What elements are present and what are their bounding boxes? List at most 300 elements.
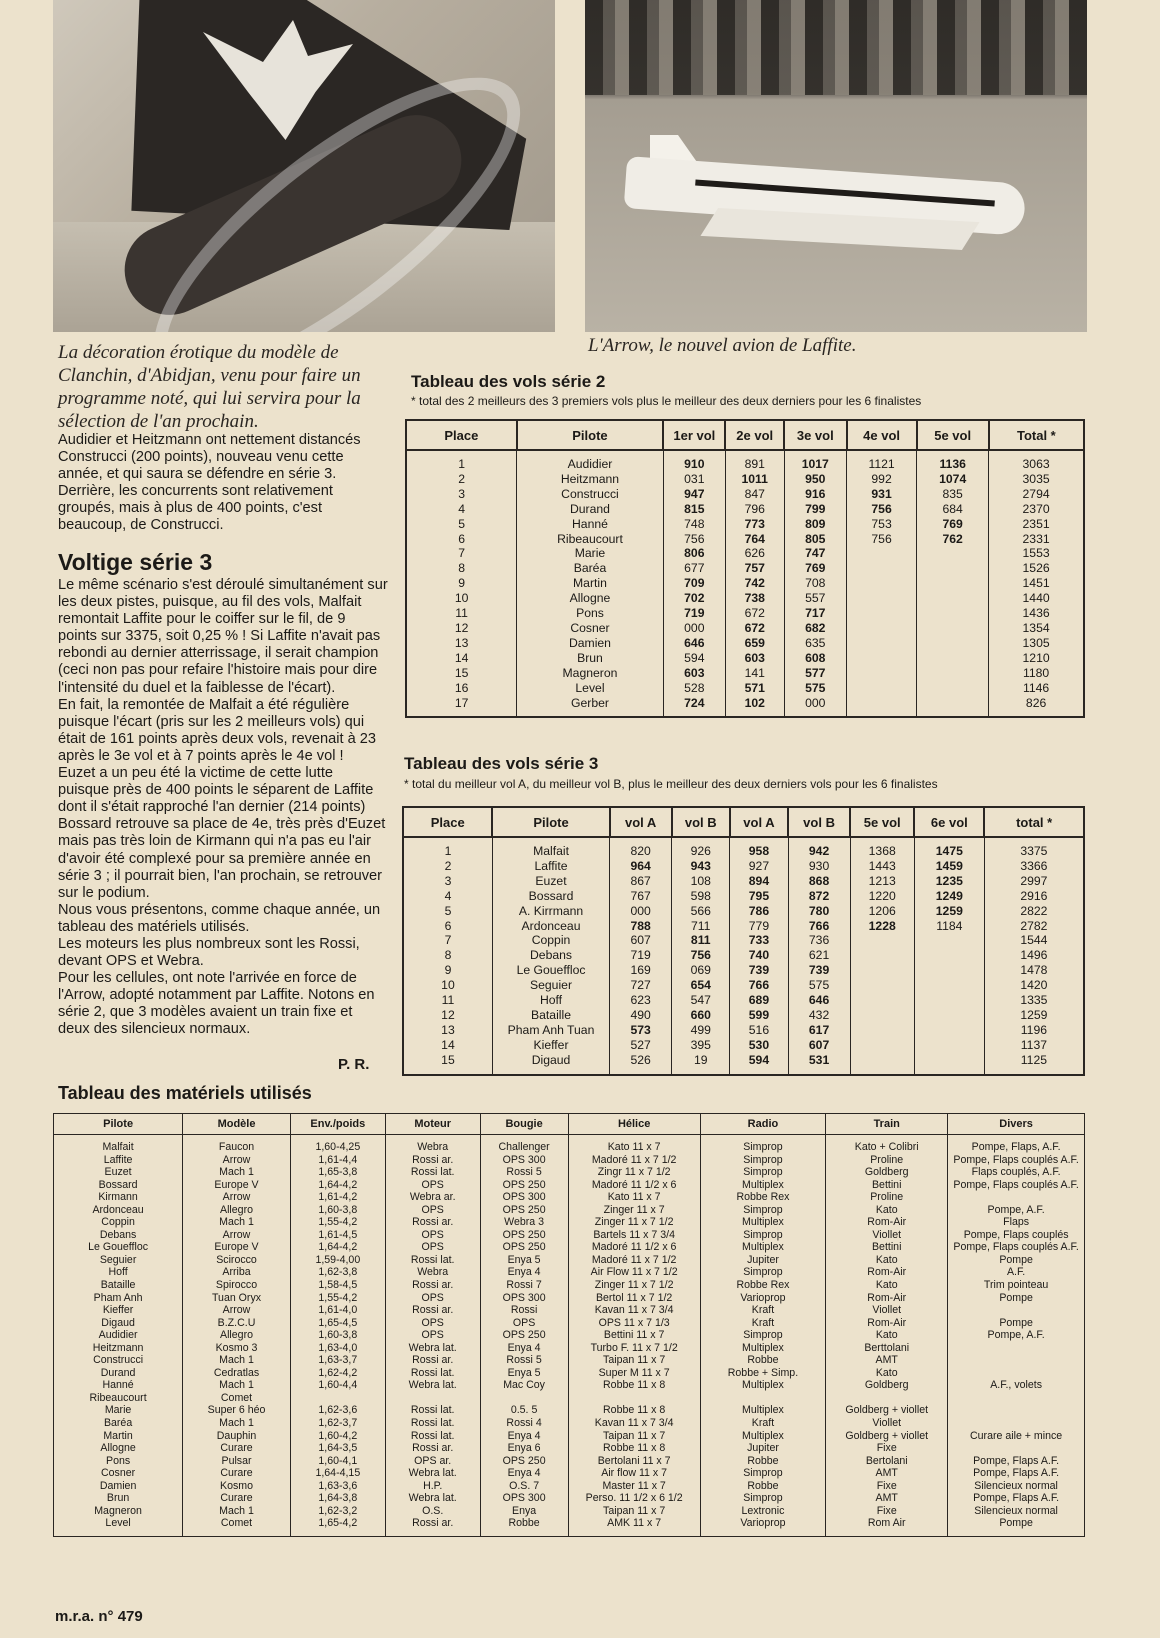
table-title: Tableau des vols série 3: [404, 754, 599, 773]
table-row: [406, 651, 1084, 666]
table-row: [403, 919, 1084, 934]
table-cell: Europe V: [183, 1241, 291, 1254]
table-cell: 000: [784, 696, 846, 718]
article-text: Audidier et Heitzmann ont nettement distancés Construcci (200 points), nouveau venu cette année, et qui saura se défendre en série 3. Derrière, les concurrents sont relativement groupés, mais à plus de 400 points, c'est beaucoup, de Construcci.: [58, 432, 361, 534]
table-cell: 815: [663, 502, 725, 517]
table-row: [403, 933, 1084, 948]
table-cell: Pons: [54, 1455, 183, 1468]
table-cell: Goldberg: [826, 1379, 948, 1392]
table-cell: [917, 681, 989, 696]
table-cell: Rom Air: [826, 1517, 948, 1536]
table-row: [54, 1135, 1085, 1154]
table-cell: Curare aile + mince: [948, 1430, 1085, 1443]
table-cell: Goldberg: [826, 1166, 948, 1179]
table-cell: Pompe, Flaps couplés A.F.: [948, 1241, 1085, 1254]
table-cell: [847, 561, 917, 576]
table-cell: 3035: [989, 472, 1084, 487]
table-cell: 635: [784, 636, 846, 651]
table-row: [54, 1492, 1085, 1505]
table-cell: 719: [663, 606, 725, 621]
table-cell: 17: [406, 696, 517, 718]
column-header: Pilote: [54, 1114, 183, 1135]
table-cell: 835: [917, 487, 989, 502]
table-cell: 573: [610, 1023, 672, 1038]
table-cell: Level: [517, 681, 664, 696]
table-row: [406, 591, 1084, 606]
table-cell: 947: [663, 487, 725, 502]
table-cell: Webra 3: [480, 1216, 568, 1229]
table-cell: 3366: [984, 859, 1084, 874]
table-cell: 1440: [989, 591, 1084, 606]
author-signature: P. R.: [338, 1056, 370, 1073]
table-cell: 809: [784, 517, 846, 532]
table-row: [54, 1480, 1085, 1493]
column-header: 3e vol: [784, 420, 846, 450]
table-cell: 1,64-4,15: [290, 1467, 385, 1480]
table-cell: 748: [663, 517, 725, 532]
table-cell: 1228: [850, 919, 914, 934]
table-cell: Mach 1: [183, 1166, 291, 1179]
table-cell: 7: [406, 546, 517, 561]
table-cell: 607: [788, 1038, 850, 1053]
table-cell: Rossi ar.: [385, 1154, 480, 1167]
table-row: [406, 636, 1084, 651]
table-cell: 1436: [989, 606, 1084, 621]
table-row: [54, 1279, 1085, 1292]
table-cell: Fixe: [826, 1480, 948, 1493]
table-cell: Multiplex: [700, 1179, 826, 1192]
table-cell: OPS 250: [480, 1179, 568, 1192]
table-cell: Enya 4: [480, 1342, 568, 1355]
table-cell: A.F.: [948, 1266, 1085, 1279]
table-row: [406, 621, 1084, 636]
table-cell: AMT: [826, 1492, 948, 1505]
table-cell: 756: [672, 948, 730, 963]
column-header: Env./poids: [290, 1114, 385, 1135]
table-cell: Euzet: [54, 1166, 183, 1179]
table-cell: 1,60-3,8: [290, 1329, 385, 1342]
table-cell: 1305: [989, 636, 1084, 651]
article-text: Pour les cellules, ont note l'arrivée en force de l'Arrow, adopté notamment par Laffite. Notons en série 2, que 3 modèles avaient un train fixe et deux des silencieux normaux.: [58, 970, 375, 1038]
table-cell: Pompe: [948, 1517, 1085, 1536]
table-cell: 806: [663, 546, 725, 561]
table-cell: 1459: [914, 859, 984, 874]
table-cell: 2997: [984, 874, 1084, 889]
table-cell: Multiplex: [700, 1241, 826, 1254]
table-cell: 811: [672, 933, 730, 948]
table-cell: Construcci: [54, 1354, 183, 1367]
table-cell: [948, 1191, 1085, 1204]
table-cell: 931: [847, 487, 917, 502]
table-cell: Multiplex: [700, 1430, 826, 1443]
table-cell: 516: [730, 1023, 788, 1038]
table-cell: 739: [788, 963, 850, 978]
table-cell: Baréa: [517, 561, 664, 576]
table-cell: Webra lat.: [385, 1492, 480, 1505]
table-cell: 766: [730, 978, 788, 993]
table-cell: Taipan 11 x 7: [568, 1505, 700, 1518]
table-cell: 742: [725, 576, 784, 591]
table-row: [406, 561, 1084, 576]
table-cell: Bataille: [492, 1008, 609, 1023]
table-cell: 738: [725, 591, 784, 606]
table-cell: 000: [663, 621, 725, 636]
table-cell: 1544: [984, 933, 1084, 948]
table-cell: 1,61-4,0: [290, 1304, 385, 1317]
table-cell: Turbo F. 11 x 7 1/2: [568, 1342, 700, 1355]
table-cell: 1553: [989, 546, 1084, 561]
results-table-serie3: [402, 806, 1085, 1076]
table-cell: Enya 4: [480, 1467, 568, 1480]
table-cell: Super M 11 x 7: [568, 1367, 700, 1380]
table-cell: 5: [403, 904, 492, 919]
table-cell: 1,61-4,5: [290, 1229, 385, 1242]
table-cell: Heitzmann: [54, 1342, 183, 1355]
table-cell: [917, 591, 989, 606]
table-row: [403, 993, 1084, 1008]
table-cell: 000: [610, 904, 672, 919]
table-cell: Webra: [385, 1266, 480, 1279]
photo-caption-right: L'Arrow, le nouvel avion de Laffite.: [588, 335, 857, 356]
table-cell: 0.5. 5: [480, 1404, 568, 1417]
table-cell: Bettini: [826, 1241, 948, 1254]
table-cell: 1146: [989, 681, 1084, 696]
table-cell: Allegro: [183, 1329, 291, 1342]
table-cell: Allogne: [517, 591, 664, 606]
table-cell: [948, 1304, 1085, 1317]
table-cell: 1,61-4,4: [290, 1154, 385, 1167]
table-cell: Silencieux normal: [948, 1480, 1085, 1493]
table-row: [54, 1216, 1085, 1229]
table-cell: 930: [788, 859, 850, 874]
table-cell: Kato: [826, 1329, 948, 1342]
table-cell: 1220: [850, 889, 914, 904]
table-cell: 2351: [989, 517, 1084, 532]
table-cell: Bartels 11 x 7 3/4: [568, 1229, 700, 1242]
table-cell: Rossi 5: [480, 1354, 568, 1367]
table-cell: Seguier: [492, 978, 609, 993]
table-cell: [914, 948, 984, 963]
table-cell: 108: [672, 874, 730, 889]
table-cell: Rossi ar.: [385, 1216, 480, 1229]
table-cell: 1: [403, 837, 492, 859]
table-cell: 756: [663, 532, 725, 547]
table-note: * total des 2 meilleurs des 3 premiers vols plus le meilleur des deux derniers pour les 6 finalistes: [411, 394, 922, 408]
table-cell: Madoré 11 1/2 x 6: [568, 1241, 700, 1254]
table-cell: [948, 1354, 1085, 1367]
table-cell: 1184: [914, 919, 984, 934]
table-cell: Rossi: [480, 1304, 568, 1317]
table-row: [403, 1008, 1084, 1023]
table-cell: Multiplex: [700, 1342, 826, 1355]
table-cell: [847, 681, 917, 696]
table-row: [403, 1038, 1084, 1053]
table-cell: Proline: [826, 1191, 948, 1204]
table-cell: Zinger 11 x 7 1/2: [568, 1279, 700, 1292]
table-body: [403, 837, 1084, 1075]
table-cell: Kieffer: [54, 1304, 183, 1317]
table-row: [406, 487, 1084, 502]
table-cell: Perso. 11 1/2 x 6 1/2: [568, 1492, 700, 1505]
table-row: [54, 1467, 1085, 1480]
table-cell: Pompe, Flaps A.F.: [948, 1455, 1085, 1468]
table-cell: Trim pointeau: [948, 1279, 1085, 1292]
table-cell: Pompe: [948, 1254, 1085, 1267]
table-cell: B.Z.C.U: [183, 1317, 291, 1330]
table-cell: Simprop: [700, 1467, 826, 1480]
table-cell: 689: [730, 993, 788, 1008]
table-row: [54, 1204, 1085, 1217]
table-cell: Baréa: [54, 1417, 183, 1430]
table-cell: 943: [672, 859, 730, 874]
table-cell: [917, 606, 989, 621]
table-cell: Pons: [517, 606, 664, 621]
table-cell: Pompe, A.F.: [948, 1329, 1085, 1342]
table-cell: 621: [788, 948, 850, 963]
table-cell: 1,64-3,8: [290, 1492, 385, 1505]
table-cell: Audidier: [54, 1329, 183, 1342]
photo-arrow-plane: [585, 0, 1087, 332]
table-cell: 12: [403, 1008, 492, 1023]
column-header: 5e vol: [850, 807, 914, 837]
table-cell: OPS: [385, 1241, 480, 1254]
table-cell: [914, 1038, 984, 1053]
table-cell: [914, 963, 984, 978]
table-cell: 617: [788, 1023, 850, 1038]
table-cell: 1,60-4,1: [290, 1455, 385, 1468]
table-header-row: [403, 807, 1084, 837]
table-cell: [948, 1442, 1085, 1455]
table-cell: 1011: [725, 472, 784, 487]
table-cell: 646: [663, 636, 725, 651]
table-cell: Malfait: [492, 837, 609, 859]
table-cell: Kraft: [700, 1317, 826, 1330]
table-cell: Webra ar.: [385, 1191, 480, 1204]
table-cell: Euzet: [492, 874, 609, 889]
table-cell: Le Goueffloc: [492, 963, 609, 978]
table-cell: 1213: [850, 874, 914, 889]
table-cell: [917, 561, 989, 576]
table-cell: 141: [725, 666, 784, 681]
table-cell: 608: [784, 651, 846, 666]
table-row: [54, 1404, 1085, 1417]
table-cell: 958: [730, 837, 788, 859]
table-cell: [847, 666, 917, 681]
table-cell: 2: [406, 472, 517, 487]
table-cell: 1,60-4,4: [290, 1379, 385, 1392]
table-cell: Durand: [517, 502, 664, 517]
table-cell: Rossi lat.: [385, 1367, 480, 1380]
table-cell: Comet: [183, 1517, 291, 1536]
table-cell: 6: [403, 919, 492, 934]
table-cell: Bataille: [54, 1279, 183, 1292]
column-header: Pilote: [517, 420, 664, 450]
table-cell: 747: [784, 546, 846, 561]
table-cell: Viollet: [826, 1304, 948, 1317]
table-cell: [917, 621, 989, 636]
table-cell: [948, 1392, 1085, 1405]
table-cell: Viollet: [826, 1229, 948, 1242]
table-cell: Kavan 11 x 7 3/4: [568, 1304, 700, 1317]
table-cell: Kato: [826, 1204, 948, 1217]
table-title: Tableau des vols série 2: [411, 372, 606, 391]
table-cell: Damien: [517, 636, 664, 651]
table-row: [54, 1179, 1085, 1192]
table-cell: Kato: [826, 1254, 948, 1267]
table-cell: 599: [730, 1008, 788, 1023]
table-cell: Rossi 7: [480, 1279, 568, 1292]
table-cell: Curare: [183, 1467, 291, 1480]
table-row: [54, 1392, 1085, 1405]
table-cell: H.P.: [385, 1480, 480, 1493]
table-cell: Pompe, Flaps couplés A.F.: [948, 1179, 1085, 1192]
table-cell: [914, 1053, 984, 1075]
column-header: Radio: [700, 1114, 826, 1135]
table-cell: 1,62-3,2: [290, 1505, 385, 1518]
table-cell: 499: [672, 1023, 730, 1038]
column-header: Moteur: [385, 1114, 480, 1135]
table-cell: Pulsar: [183, 1455, 291, 1468]
table-cell: 1,64-4,2: [290, 1179, 385, 1192]
table-cell: Europe V: [183, 1179, 291, 1192]
table-cell: Flaps couplés, A.F.: [948, 1166, 1085, 1179]
table-cell: Debans: [54, 1229, 183, 1242]
column-header: Hélice: [568, 1114, 700, 1135]
table-cell: 530: [730, 1038, 788, 1053]
table-cell: 11: [403, 993, 492, 1008]
table-cell: 1,62-3,7: [290, 1417, 385, 1430]
table-cell: Cosner: [54, 1467, 183, 1480]
table-cell: [914, 1023, 984, 1038]
table-cell: 926: [672, 837, 730, 859]
table-cell: Pompe, Flaps couplés A.F.: [948, 1154, 1085, 1167]
table-cell: Kosmo: [183, 1480, 291, 1493]
table-cell: Zinger 11 x 7 1/2: [568, 1216, 700, 1229]
column-header: Pilote: [492, 807, 609, 837]
table-cell: Heitzmann: [517, 472, 664, 487]
table-cell: Bettini: [826, 1179, 948, 1192]
table-cell: Rossi ar.: [385, 1279, 480, 1292]
table-row: [54, 1455, 1085, 1468]
table-cell: Mach 1: [183, 1216, 291, 1229]
table-cell: Faucon: [183, 1135, 291, 1154]
table-cell: [917, 651, 989, 666]
table-cell: Madoré 11 x 7 1/2: [568, 1254, 700, 1267]
table-cell: 1,64-4,2: [290, 1241, 385, 1254]
table-cell: Bertolani: [826, 1455, 948, 1468]
table-cell: Kieffer: [492, 1038, 609, 1053]
table-cell: 1249: [914, 889, 984, 904]
table-cell: Robbe: [700, 1455, 826, 1468]
table-cell: 799: [784, 502, 846, 517]
table-cell: 795: [730, 889, 788, 904]
table-row: [54, 1304, 1085, 1317]
table-cell: Enya 5: [480, 1367, 568, 1380]
table-cell: Arrow: [183, 1229, 291, 1242]
table-cell: 14: [406, 651, 517, 666]
table-cell: Hoff: [54, 1266, 183, 1279]
table-cell: OPS 250: [480, 1229, 568, 1242]
table-cell: Robbe: [700, 1354, 826, 1367]
table-cell: 8: [406, 561, 517, 576]
table-row: [406, 576, 1084, 591]
table-cell: 659: [725, 636, 784, 651]
table-cell: 2916: [984, 889, 1084, 904]
table-cell: 769: [917, 517, 989, 532]
table-cell: 1,65-4,5: [290, 1317, 385, 1330]
table-cell: Arrow: [183, 1304, 291, 1317]
table-cell: 1,65-4,2: [290, 1517, 385, 1536]
table-body: [54, 1135, 1085, 1537]
table-cell: 1451: [989, 576, 1084, 591]
table-cell: Allogne: [54, 1442, 183, 1455]
table-cell: Tuan Oryx: [183, 1292, 291, 1305]
table-cell: 1,65-3,8: [290, 1166, 385, 1179]
table-cell: Enya: [480, 1505, 568, 1518]
table-cell: OPS: [385, 1229, 480, 1242]
table-cell: 719: [610, 948, 672, 963]
table-cell: 10: [403, 978, 492, 993]
table-cell: 1,63-4,0: [290, 1342, 385, 1355]
table-cell: O.S. 7: [480, 1480, 568, 1493]
table-cell: Ardonceau: [492, 919, 609, 934]
table-cell: Rossi 5: [480, 1166, 568, 1179]
table-cell: 1,63-3,7: [290, 1354, 385, 1367]
table-cell: 942: [788, 837, 850, 859]
table-cell: Hanné: [517, 517, 664, 532]
table-cell: [847, 606, 917, 621]
table-row: [54, 1379, 1085, 1392]
table-cell: 769: [784, 561, 846, 576]
table-cell: 1136: [917, 450, 989, 472]
table-cell: OPS: [385, 1204, 480, 1217]
table-cell: Pompe, Flaps, A.F.: [948, 1135, 1085, 1154]
table-cell: Pompe, Flaps A.F.: [948, 1467, 1085, 1480]
table-cell: 575: [788, 978, 850, 993]
table-cell: 594: [730, 1053, 788, 1075]
table-cell: Kato: [826, 1367, 948, 1380]
table-cell: [917, 666, 989, 681]
table-cell: 6: [406, 532, 517, 547]
table-cell: Construcci: [517, 487, 664, 502]
table-cell: 805: [784, 532, 846, 547]
results-table-serie2: [405, 419, 1085, 718]
table-cell: 3: [403, 874, 492, 889]
table-cell: Audidier: [517, 450, 664, 472]
table-cell: 682: [784, 621, 846, 636]
table-cell: Enya 6: [480, 1442, 568, 1455]
table-cell: [385, 1392, 480, 1405]
table-cell: 796: [725, 502, 784, 517]
table-cell: Pompe: [948, 1317, 1085, 1330]
table-cell: Lextronic: [700, 1505, 826, 1518]
table-cell: 736: [788, 933, 850, 948]
table-cell: Magneron: [54, 1505, 183, 1518]
column-header: 1er vol: [663, 420, 725, 450]
table-cell: [850, 978, 914, 993]
table-cell: 14: [403, 1038, 492, 1053]
table-cell: [917, 636, 989, 651]
table-cell: 910: [663, 450, 725, 472]
table-cell: Digaud: [492, 1053, 609, 1075]
table-cell: Durand: [54, 1367, 183, 1380]
page-footer: m.r.a. n° 479: [55, 1608, 143, 1625]
table-cell: OPS: [385, 1329, 480, 1342]
table-row: [403, 1023, 1084, 1038]
photo-clanchin-model: [53, 0, 555, 332]
table-cell: Kato 11 x 7: [568, 1135, 700, 1154]
table-cell: Arrow: [183, 1191, 291, 1204]
